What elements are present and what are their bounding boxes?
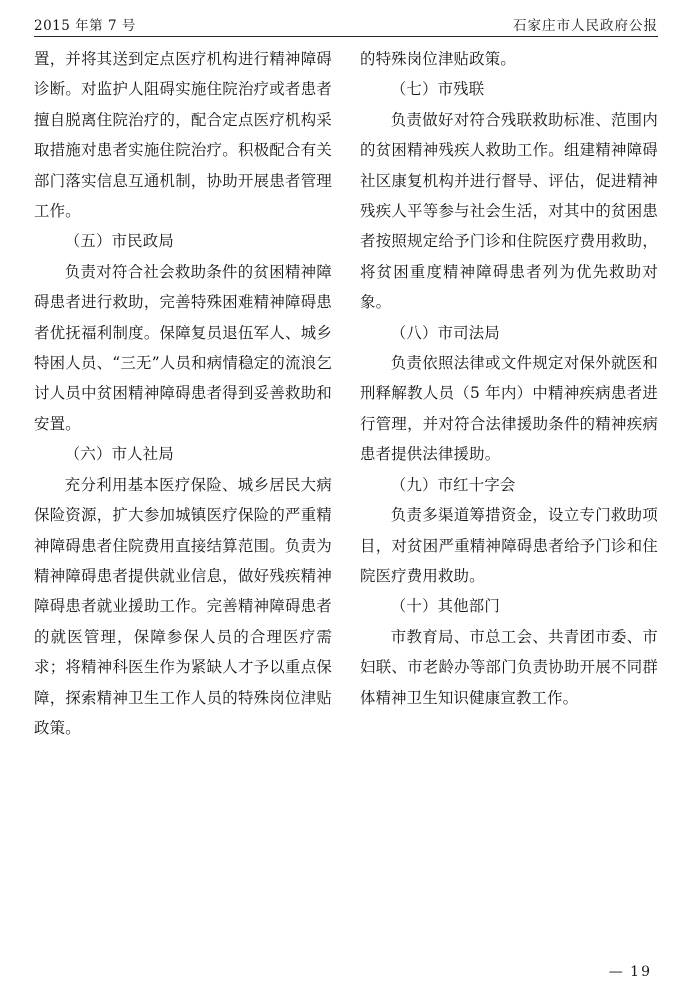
left-column bbox=[34, 44, 332, 743]
section-heading-7: （七）市残联 bbox=[390, 80, 485, 99]
page-number: 19 bbox=[630, 964, 652, 980]
paragraph-other-departments: 市教育局、市总工会、共青团市委、市妇联、市老龄办等部门负责协助开展不同群体精神卫生知识健康宣教工作。 bbox=[360, 627, 658, 707]
footer-dash: — bbox=[608, 964, 624, 980]
paragraph-human-resources: 充分利用基本医疗保险、城乡居民大病保险资源，扩大参加城镇医疗保险的严重精神障碍患者住院费用直接结算范围。负责为精神障碍患者提供就业信息，做好残疾精神障碍患者就业援助工作。完善精神障碍患者的就医管理，保障参保人员的合理医疗需求；将精神科医生作为紧缺人才予以重点保障，探索精神卫生工作人员的特殊岗位津贴政策。 bbox=[34, 475, 332, 737]
two-column-body bbox=[34, 44, 658, 743]
section-heading-6: （六）市人社局 bbox=[64, 445, 174, 464]
paragraph-continuation: 置，并将其送到定点医疗机构进行精神障碍诊断。对监护人阻碍实施住院治疗或者患者擅自脱离住院治疗的，配合定点医疗机构采取措施对患者实施住院治疗。积极配合有关部门落实信息互通机制，协助开展患者管理工作。 bbox=[34, 50, 332, 221]
header-issue-label: 2015 年第 7 号 bbox=[34, 18, 136, 34]
section-heading-10: （十）其他部门 bbox=[390, 597, 500, 616]
paragraph-disabled-federation: 负责做好对符合残联救助标准、范围内的贫困精神残疾人救助工作。组建精神障碍社区康复机构并进行督导、评估，促进精神残疾人平等参与社会生活，对其中的贫困患者按照规定给予门诊和住院医疗费用救助，将贫困重度精神障碍患者列为优先救助对象。 bbox=[360, 110, 658, 312]
page-footer bbox=[609, 964, 652, 980]
right-column bbox=[360, 44, 658, 743]
paragraph-civil-affairs: 负责对符合社会救助条件的贫困精神障碍患者进行救助，完善特殊困难精神障碍患者优抚福利制度。保障复员退伍军人、城乡特困人员、“三无”人员和病情稳定的流浪乞讨人员中贫困精神障碍患者得到妥善救助和安置。 bbox=[34, 262, 332, 433]
section-heading-8: （八）市司法局 bbox=[390, 323, 500, 342]
section-heading-9: （九）市红十字会 bbox=[390, 475, 516, 494]
paragraph-continuation-right: 的特殊岗位津贴政策。 bbox=[360, 50, 516, 68]
section-heading-5: （五）市民政局 bbox=[64, 232, 174, 251]
paragraph-justice-bureau: 负责依照法律或文件规定对保外就医和刑释解教人员（5 年内）中精神疾病患者进行管理，并对符合法律援助条件的精神疾病患者提供法律援助。 bbox=[360, 354, 658, 464]
header-divider bbox=[34, 36, 658, 37]
paragraph-red-cross: 负责多渠道筹措资金，设立专门救助项目，对贫困严重精神障碍患者给予门诊和住院医疗费用救助。 bbox=[360, 506, 658, 585]
header-publication-title: 石家庄市人民政府公报 bbox=[513, 18, 658, 34]
